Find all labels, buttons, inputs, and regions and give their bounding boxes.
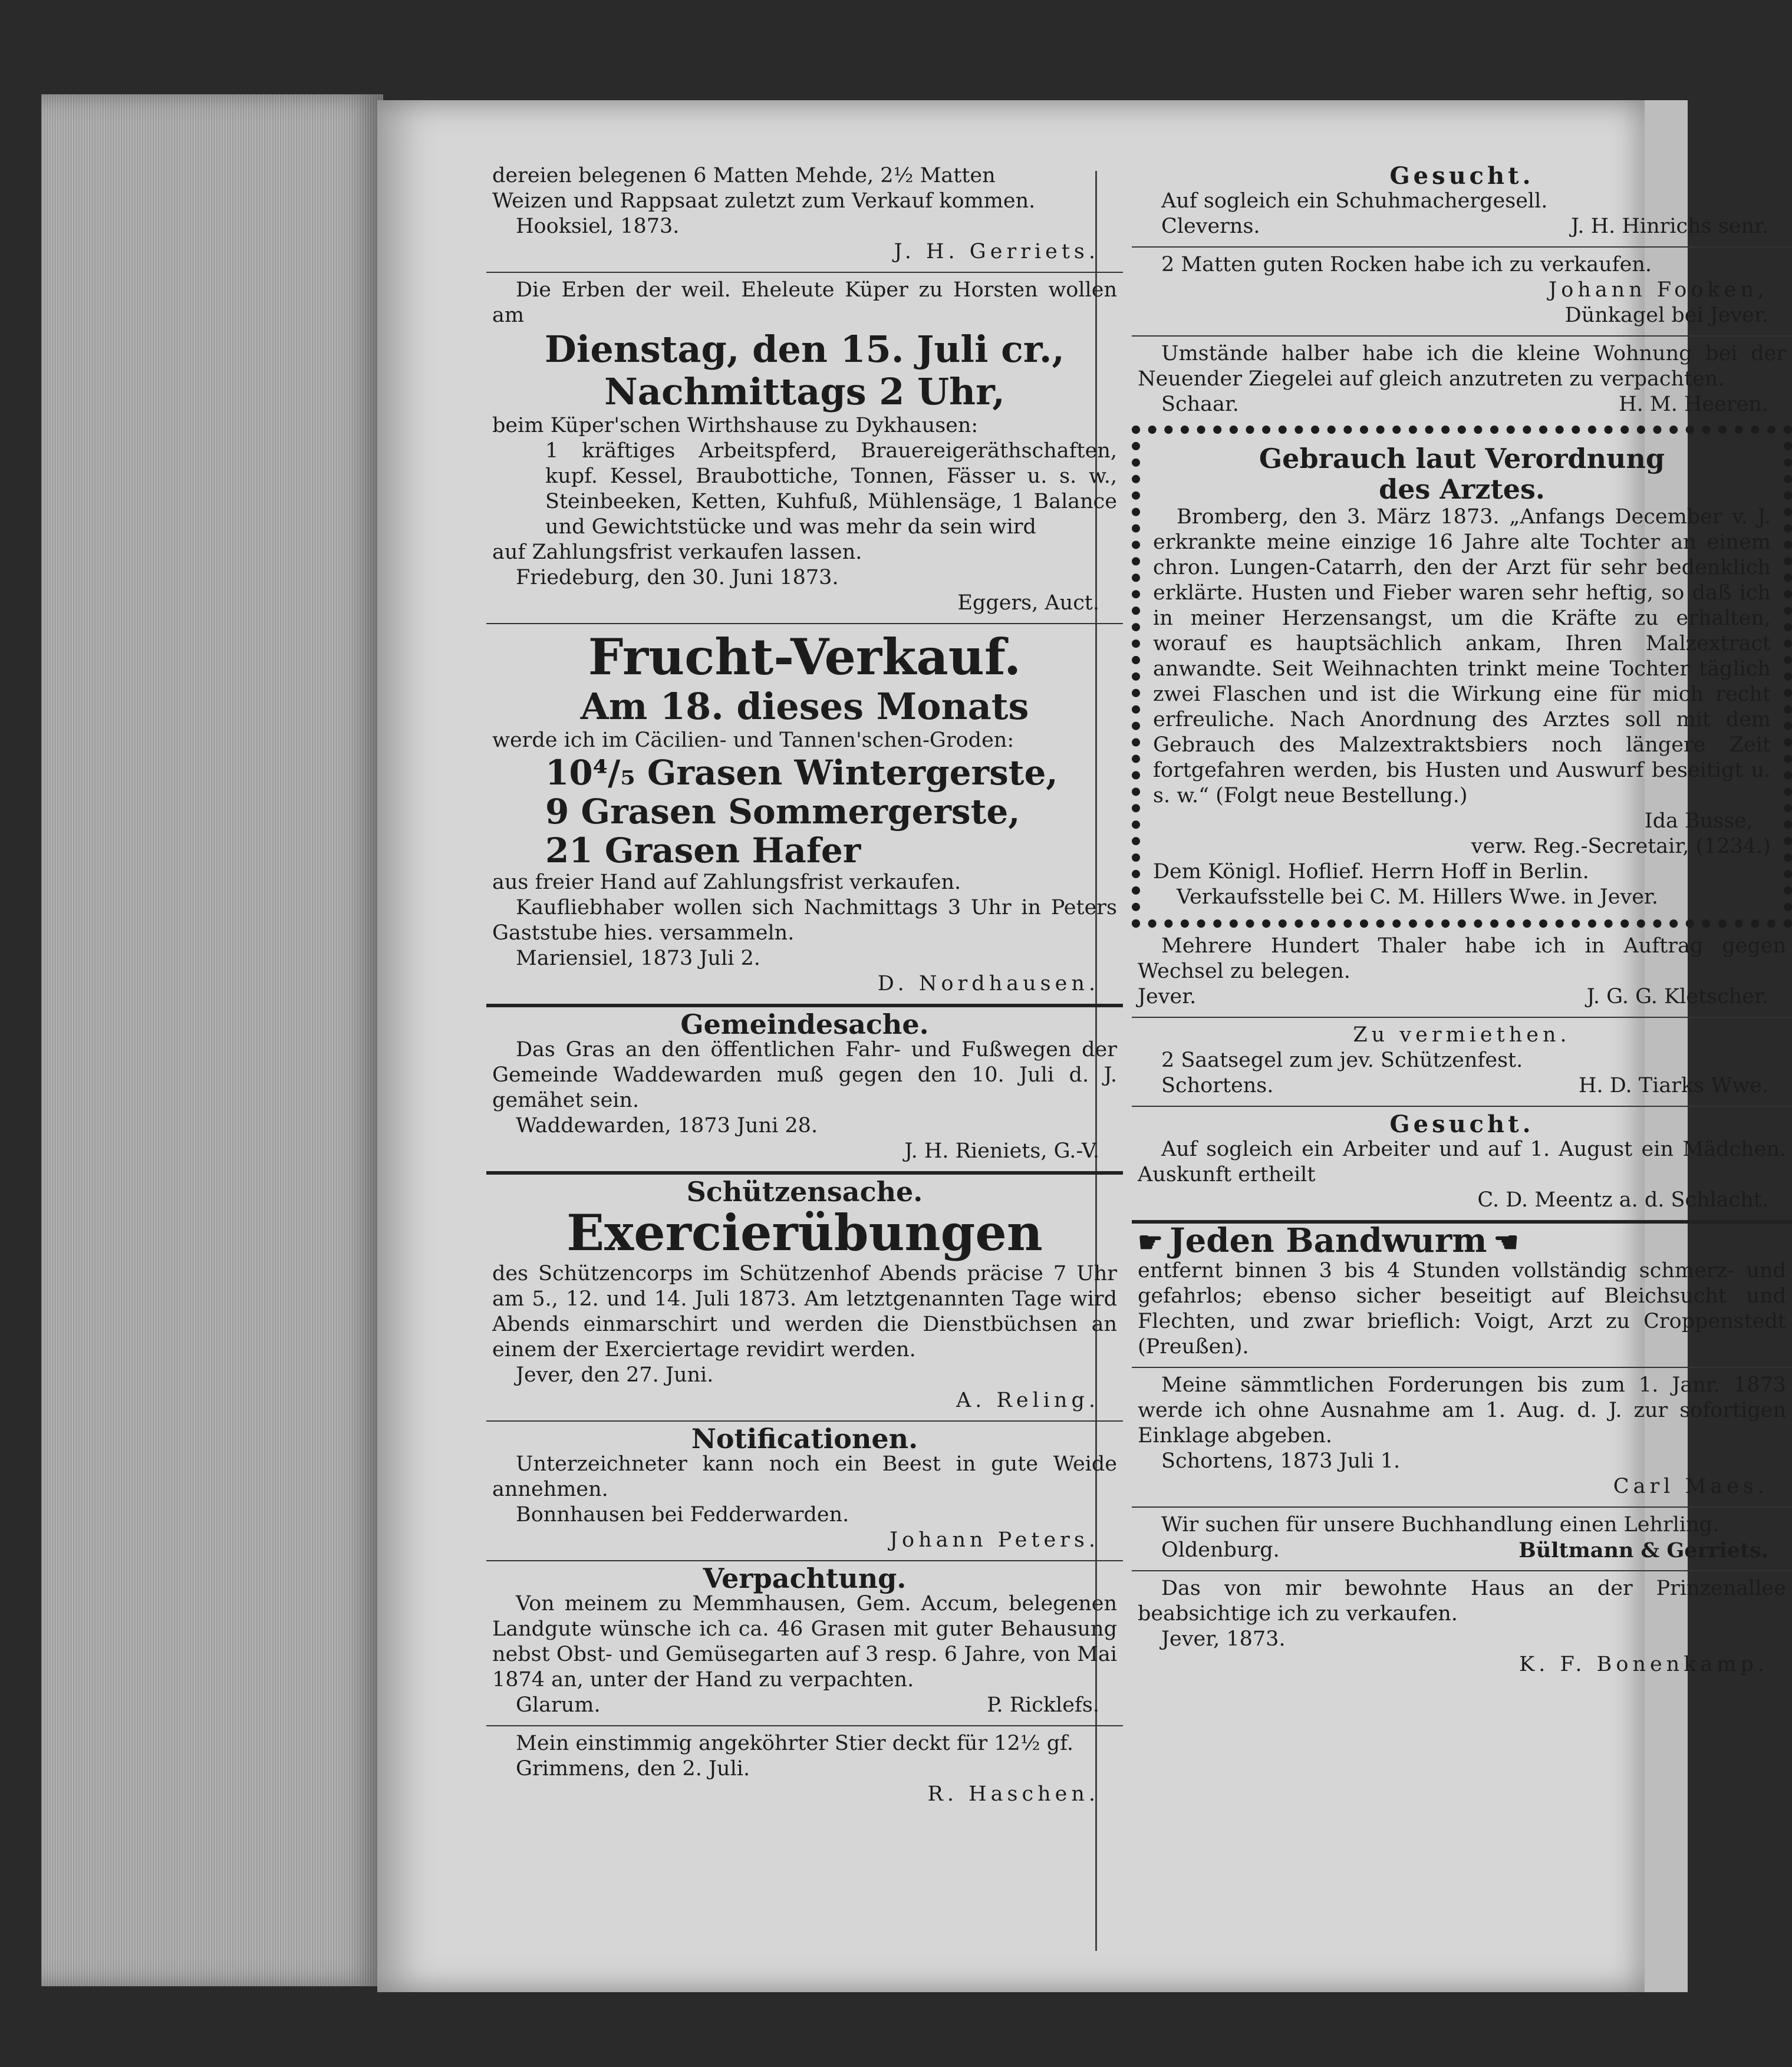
ad-title: Schützensache.: [686, 1176, 923, 1208]
ad-house-sale: [1132, 1575, 1792, 1681]
separator: [486, 1004, 1123, 1007]
ad-signature: Eggers, Auct.: [957, 591, 1099, 615]
ad-for-rent: [1132, 1021, 1792, 1102]
ad-place: Hooksiel, 1873.: [516, 215, 680, 238]
ad-hooksiel: [486, 162, 1123, 268]
ad-place: Jever, den 27. Juni.: [516, 1363, 714, 1387]
ad-headline: Exercierübungen: [566, 1204, 1043, 1262]
ad-place: Cleverns.: [1161, 215, 1260, 238]
ad-signature: A. Reling.: [956, 1389, 1099, 1412]
ad-time: Nachmittags 2 Uhr,: [604, 370, 1005, 413]
ad-place: Bonnhausen bei Fedderwarden.: [516, 1503, 849, 1527]
ad-date: Dienstag, den 15. Juli cr.,: [545, 328, 1065, 371]
ad-location: werde ich im Cäcilien- und Tannen'schen-Groden:: [492, 728, 1014, 752]
ad-location: beim Küper'schen Wirthshause zu Dykhausen:: [492, 414, 979, 437]
right-column: [1132, 162, 1792, 1681]
ad-signature: Ida Busse,: [1644, 809, 1753, 833]
ad-rye: [1132, 251, 1792, 332]
ad-title-line: [1138, 1221, 1786, 1260]
ad-text: Bromberg, den 3. März 1873. „Anfangs December v. J. erkrankte meine einzige 16 Jahre alte Tochter an einem chron. Lungen-Catarrh, den der Arzt für sehr bedenklich erklärte. Husten und Fieber waren sehr heftig, so daß ich in meiner Herzensangst, um die Kräfte zu erhalten, worauf es hauptsächlich ankam, Ihren Malzextract anwandte. Seit Weihnachten trinkt meine Tochter täglich zwei Flaschen und ist die Wirkung eine für mich recht erfreuliche. Nach Anordnung des Arztes soll mit dem Gebrauch des Malzextraktsbiers noch längere Zeit fortgefahren werden, bis Husten und Auswurf beseitigt u. s. w.“ (Folgt neue Bestellung.): [1153, 505, 1771, 807]
ad-seller: Verkaufsstelle bei C. M. Hillers Wwe. in Jever.: [1177, 885, 1658, 909]
ad-text: Unterzeichneter kann noch ein Beest in gute Weide annehmen.: [492, 1452, 1117, 1501]
ad-place: Grimmens, den 2. Juli.: [516, 1757, 750, 1781]
ad-signature: J. H. Rieniets, G.-V.: [904, 1139, 1099, 1163]
ad-place: Mariensiel, 1873 Juli 2.: [516, 947, 760, 970]
ad-malt-extract-framed: [1132, 426, 1792, 928]
ad-signature: C. D. Meentz a. d. Schlacht.: [1477, 1188, 1768, 1212]
pointing-hand-left-icon: ☚: [1493, 1226, 1519, 1259]
ad-text: Das Gras an den öffentlichen Fahr- und Fußwegen der Gemeinde Waddewarden muß gegen den 10. Juli d. J. gemähet sein.: [492, 1038, 1117, 1112]
ad-loan: [1132, 932, 1792, 1013]
separator: [1132, 1017, 1792, 1018]
ad-text: des Schützencorps im Schützenhof Abends präcise 7 Uhr am 5., 12. und 14. Juli 1873. Am letztgenannten Tage wird Abends einmarschirt und werden die Dienstbüchsen an einem der Exerciertage revidirt werden.: [492, 1262, 1117, 1361]
ad-title: Gebrauch laut Verordnung: [1259, 443, 1665, 474]
separator: [1132, 335, 1792, 337]
separator: [486, 272, 1123, 273]
ad-signature: H. D. Tiarks Wwe.: [1578, 1074, 1768, 1097]
ad-buyers: Kaufliebhaber wollen sich Nachmittags 3 Uhr in Peters Gaststube hies. versammeln.: [492, 896, 1117, 945]
ad-title: Zu vermiethen.: [1353, 1023, 1571, 1047]
ad-signature: D. Nordhausen.: [877, 972, 1099, 995]
ad-signature-line: [1138, 214, 1786, 239]
ad-text: Von meinem zu Memmhausen, Gem. Accum, belegenen Landgute wünsche ich ca. 46 Grasen mit guter Behausung nebst Obst- und Gemüsegarten auf 3 resp. 6 Jahre, von Mai 1874 an, unter der Hand zu verpachten.: [492, 1592, 1117, 1692]
ad-dwelling: [1132, 340, 1792, 421]
ad-title: Gemeindesache.: [680, 1008, 929, 1040]
ad-signature: R. Haschen.: [927, 1782, 1099, 1806]
ad-items: 1 kräftiges Arbeitspferd, Brauereigeräthschaften, kupf. Kessel, Braubottiche, Tonnen, Fässer u. s. w., Steinbeeken, Ketten, Kuhfuß, Mühlensäge, 1 Balance und Gewichtstücke und was mehr da sein wird: [545, 439, 1117, 539]
ad-apprentice: [1132, 1511, 1792, 1567]
book-page-edges: [41, 94, 383, 1986]
ad-date: Am 18. dieses Monats: [580, 685, 1029, 728]
ad-wanted-worker: [1132, 1110, 1792, 1217]
ad-municipal: [486, 1008, 1123, 1168]
ad-signature: J. H. Gerriets.: [894, 240, 1099, 263]
ad-grain-winter-barley: 10⁴/₅ Grasen Wintergerste,: [545, 753, 1058, 793]
ad-place: Jever.: [1138, 985, 1197, 1008]
ad-line-2: Weizen und Rappsaat zuletzt zum Verkauf kommen.: [492, 189, 1036, 213]
ad-signature-line: [492, 1693, 1117, 1718]
ad-text: Meine sämmtlichen Forderungen bis zum 1. Janr. 1873 werde ich ohne Ausnahme am 1. Aug. d. J. zur sofortigen Einklage abgeben.: [1138, 1373, 1786, 1448]
ad-place: Glarum.: [516, 1693, 601, 1717]
ad-title: Jeden Bandwurm: [1170, 1221, 1487, 1260]
ad-title: Frucht-Verkauf.: [588, 628, 1022, 686]
ad-place: Schortens.: [1161, 1074, 1274, 1097]
separator: [1132, 246, 1792, 248]
ad-claims: [1132, 1372, 1792, 1503]
separator: [1132, 1106, 1792, 1107]
ad-signature-line: [1138, 392, 1786, 417]
ad-maker: Dem Königl. Hoflief. Herrn Hoff in Berlin.: [1153, 860, 1589, 883]
separator: [486, 1420, 1123, 1422]
ad-signature: Carl Maes.: [1613, 1475, 1768, 1498]
pointing-hand-icon: ☛: [1138, 1226, 1164, 1259]
ad-place: Schortens, 1873 Juli 1.: [1161, 1449, 1401, 1473]
ad-text: Mehrere Hundert Thaler habe ich in Auftrag gegen Wechsel zu belegen.: [1138, 934, 1786, 983]
separator: [1132, 1367, 1792, 1368]
separator: [1132, 1570, 1792, 1571]
ad-text: Umstände halber habe ich die kleine Wohnung bei der Neuender Ziegelei auf gleich anzutreten zu verpachten.: [1138, 342, 1786, 391]
ad-signature: J. H. Hinrichs senr.: [1571, 215, 1768, 238]
ad-intro: Die Erben der weil. Eheleute Küper zu Horsten wollen am: [492, 278, 1117, 327]
ad-text: Auf sogleich ein Schuhmachergesell.: [1161, 189, 1548, 213]
ad-signature-line: [1138, 1073, 1786, 1099]
ad-grain-summer-barley: 9 Grasen Sommergerste,: [545, 792, 1020, 832]
ad-place: Waddewarden, 1873 Juni 28.: [516, 1114, 818, 1138]
ad-notifications: [486, 1425, 1123, 1557]
ad-lease: [486, 1562, 1123, 1722]
ad-signature: Johann Fooken,: [1549, 278, 1768, 302]
ad-signature-line: [1138, 984, 1786, 1010]
ad-bull: [486, 1730, 1123, 1811]
ad-auction-dykhausen: [486, 276, 1123, 619]
ad-text: 2 Saatsegel zum jev. Schützenfest.: [1161, 1049, 1523, 1072]
ad-signature: Johann Peters.: [889, 1528, 1099, 1552]
ad-title: Verpachtung.: [703, 1562, 907, 1594]
ad-place: Jever, 1873.: [1161, 1627, 1286, 1651]
ad-text: Mein einstimmig angeköhrter Stier deckt für 12½ gf.: [516, 1732, 1073, 1755]
ad-place: Friedeburg, den 30. Juni 1873.: [516, 566, 839, 589]
ad-grain-oats: 21 Grasen Hafer: [545, 830, 861, 871]
ad-terms: aus freier Hand auf Zahlungsfrist verkaufen.: [492, 871, 961, 894]
ad-signature: Bültmann & Gerriets.: [1518, 1538, 1768, 1562]
newspaper-page: [377, 100, 1786, 1992]
ad-tapeworm: [1132, 1221, 1792, 1363]
ad-text: Wir suchen für unsere Buchhandlung einen Lehrling.: [1161, 1513, 1719, 1537]
separator: [486, 1171, 1123, 1175]
ad-terms: auf Zahlungsfrist verkaufen lassen.: [492, 540, 862, 564]
ad-signature-line: [1138, 1538, 1786, 1563]
ad-title: Gesucht.: [1389, 1110, 1534, 1138]
ad-fruit-sale: [486, 628, 1123, 1000]
separator: [486, 1725, 1123, 1726]
separator: [486, 1560, 1123, 1561]
ad-text: entfernt binnen 3 bis 4 Stunden vollständig schmerz- und gefahrlos; ebenso sicher beseitigt auf Bleichsucht und Flechten, und zwar brieflich: Voigt, Arzt zu Croppenstedt (Preußen).: [1138, 1259, 1786, 1359]
separator: [486, 623, 1123, 624]
ad-signature: H. M. Heeren.: [1619, 393, 1768, 416]
ad-shooting-club: [486, 1178, 1123, 1417]
ad-place: Schaar.: [1161, 393, 1239, 416]
ad-text: Auf sogleich ein Arbeiter und auf 1. August ein Mädchen. Auskunft ertheilt: [1138, 1138, 1786, 1186]
ad-place: Oldenburg.: [1161, 1538, 1280, 1562]
ad-title: Notificationen.: [691, 1423, 918, 1455]
ad-signature-role: verw. Reg.-Secretair, (1234.): [1471, 835, 1771, 858]
ad-signature: P. Ricklefs.: [986, 1693, 1099, 1717]
ad-address: Dünkagel bei Jever.: [1564, 304, 1768, 327]
ad-text: 2 Matten guten Rocken habe ich zu verkaufen.: [1161, 253, 1652, 276]
ad-title: Gesucht.: [1389, 162, 1534, 190]
ad-signature: J. G. G. Kletscher.: [1586, 985, 1768, 1008]
ad-line-1: dereien belegenen 6 Matten Mehde, 2½ Matten: [492, 164, 996, 187]
separator: [1132, 1506, 1792, 1508]
ad-text: Das von mir bewohnte Haus an der Prinzenallee beabsichtige ich zu verkaufen.: [1138, 1577, 1786, 1626]
left-column: [486, 162, 1123, 1811]
ad-signature: K. F. Bonenkamp.: [1519, 1653, 1768, 1676]
ad-subtitle: des Arztes.: [1379, 473, 1545, 505]
ad-wanted-shoemaker: [1132, 162, 1792, 243]
